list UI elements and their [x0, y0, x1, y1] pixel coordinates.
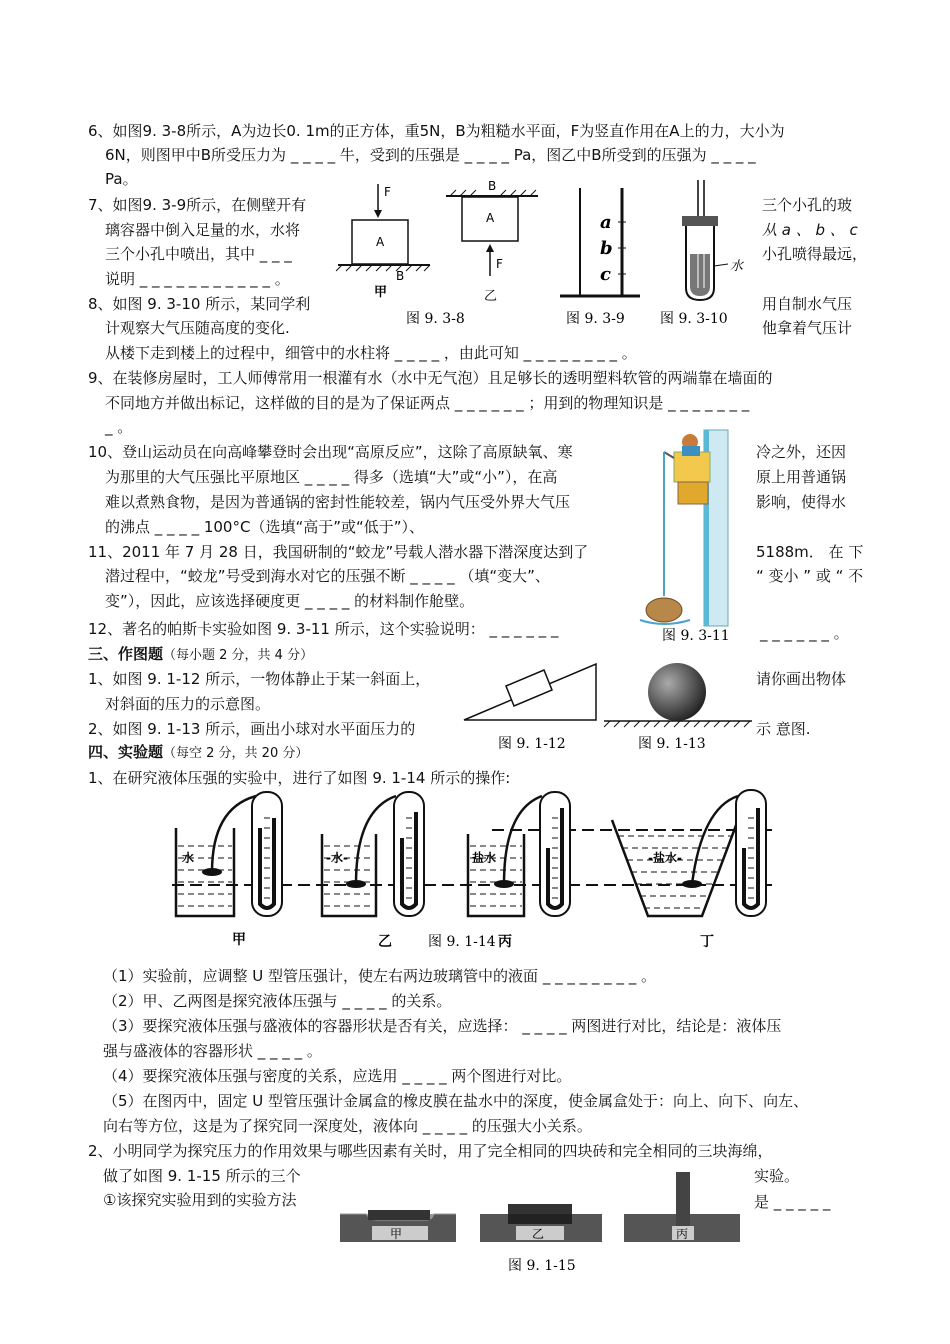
block-label-A: A: [376, 235, 385, 249]
figure-9-3-8-jia: [336, 184, 430, 300]
q12-line1-right: _ _ _ _ _ _ 。: [760, 624, 849, 642]
caption-9-1-14: 图 9. 1-14: [428, 934, 496, 950]
figure-9-1-14-liquid-pressure: [172, 788, 782, 953]
q11-line3: 变”），因此，应该选择硬度更 _ _ _ _ 的材料制作舱壁。: [105, 592, 475, 610]
exp2-line2: 做了如图 9. 1-15 所示的三个: [103, 1167, 301, 1185]
caption-9-3-11: 图 9. 3-11: [662, 628, 730, 644]
q7-line2: 璃容器中倒入足量的水，水将: [105, 221, 301, 239]
q11-line2: 潜过程中，“蛟龙”号受到海水对它的压强不断 _ _ _ _ （填“变大”、: [105, 567, 550, 585]
yi-water-label: -水-: [326, 851, 348, 865]
exp2-line3-right: 是 _ _ _ _ _: [754, 1193, 831, 1211]
q6-line1: 6、如图9. 3-8所示，A为边长0. 1m的正方体，重5N，B为粗糙水平面，F为竖直作用在A上的力，大小为: [88, 122, 785, 140]
caption-9-3-9: 图 9. 3-9: [566, 311, 625, 327]
draw1-line1-right: 请你画出物体: [756, 670, 847, 688]
setup-ding: [612, 790, 766, 950]
sponge-bing: [624, 1172, 740, 1242]
q10-line1-right: 冷之外，还因: [756, 443, 847, 461]
figure-9-3-8-yi: [446, 179, 538, 304]
label-ding: 丁: [700, 934, 714, 950]
draw1-line1: 1、如图 9. 1-12 所示，一物体静止于某一斜面上，: [88, 670, 431, 688]
q8-line1-right: 用自制水气压: [762, 295, 853, 313]
label-bing: 丙: [498, 934, 512, 950]
sponge-jia: [340, 1210, 456, 1242]
figure-9-1-15-sponge: [336, 1170, 746, 1280]
label-jia: 甲: [374, 285, 388, 300]
q9-line1: 9、在装修房屋时，工人师傅常用一根灌有水（水中无气泡）且足够长的透明塑料软管的两端靠在墙面的: [88, 369, 773, 387]
block-label-A-2: A: [486, 211, 495, 225]
q8-line1: 8、如图 9. 3-10 所示，某同学利: [88, 295, 311, 313]
force-label-F-2: F: [496, 257, 503, 271]
q10-line4: 的沸点 _ _ _ _ 100°C（选填“高于”或“低于”）、: [105, 518, 425, 536]
q7-line3: 三个小孔中喷出，其中 _ _ _: [105, 245, 292, 263]
exp1-q5-line1: （5）在图丙中，固定 U 型管压强计金属盒的橡皮膜在盐水中的深度，使金属盒处于：向上、向下、向左、: [103, 1092, 809, 1110]
ding-saltwater-label: -盐水-: [648, 851, 682, 865]
figure-9-1-13-ball: [604, 663, 752, 727]
label-yi: 乙: [484, 289, 498, 304]
exp1-q5-line2: 向右等方位，这是为了探究同一深度处，液体向 _ _ _ _ 的压强大小关系。: [103, 1117, 592, 1135]
hole-a: a: [600, 212, 612, 233]
bing-saltwater-label: 盐水: [472, 851, 497, 865]
ceiling-label-B: B: [488, 179, 497, 193]
q11-line1-right: 5188m． 在 下: [756, 543, 864, 561]
section-4-heading: [88, 740, 308, 766]
q10-line3-right: 影响，使得水: [756, 493, 847, 511]
caption-9-1-13: 图 9. 1-13: [638, 736, 706, 752]
setup-yi: [322, 792, 424, 950]
setup-jia: [176, 792, 282, 948]
water-label: 水: [730, 259, 744, 274]
section-4-note: （每空 2 分，共 20 分）: [163, 746, 309, 761]
label-jia-2: 甲: [232, 932, 246, 948]
caption-9-1-12: 图 9. 1-12: [498, 736, 566, 752]
draw2-line1-right: 示 意图.: [756, 720, 811, 738]
exp2-line1: 2、小明同学为探究压力的作用效果与哪些因素有关时，用了完全相同的四块砖和完全相同的三块海绵，: [88, 1142, 773, 1160]
caption-9-3-8: 图 9. 3-8: [406, 311, 465, 327]
figure-9-3-9-container: [560, 188, 640, 296]
q10-line2: 为那里的大气压强比平原地区 _ _ _ _ 得多（选填“大”或“小”），在高: [105, 468, 558, 486]
exp1-q3-line1: （3）要探究液体压强与盛液体的容器形状是否有关，应选择： _ _ _ _ 两图进行对比，结论是：液体压: [103, 1017, 782, 1035]
sponge-bing-label: 丙: [676, 1227, 689, 1241]
section-4-title: 四、实验题: [88, 743, 164, 761]
label-yi-2: 乙: [378, 934, 392, 950]
hole-b: b: [600, 238, 613, 259]
exp1-q4: （4）要探究液体压强与密度的关系，应选用 _ _ _ _ 两个图进行对比。: [103, 1067, 572, 1085]
q6-line2: 6N，则图甲中B所受压力为 _ _ _ _ 牛，受到的压强是 _ _ _ _ Pa，图乙中B所受到的压强为 _ _ _ _: [105, 146, 756, 164]
sponge-yi-label: 乙: [532, 1227, 545, 1241]
q7-line3-right: 小孔喷得最远，: [762, 245, 868, 263]
jia-water-label: 水: [182, 851, 195, 865]
q8-line2: 计观察大气压随高度的变化.: [105, 319, 290, 337]
exp1-q2: （2）甲、乙两图是探究液体压强与 _ _ _ _ 的关系。: [103, 992, 452, 1010]
exp1-q3-line2: 强与盛液体的容器形状 _ _ _ _ 。: [103, 1042, 322, 1060]
q7-line1-right: 三个小孔的玻: [762, 196, 853, 214]
figure-row-9-1-12-13: [460, 658, 750, 758]
exp2-line3: ①该探究实验用到的实验方法: [103, 1191, 297, 1209]
setup-bing: [468, 792, 570, 950]
surface-label-B: B: [396, 269, 405, 283]
sponge-jia-label: 甲: [390, 1227, 403, 1241]
q10-line2-right: 原上用普通锅: [756, 468, 847, 486]
figure-9-3-11-pascal-barrel: [630, 428, 750, 650]
figure-9-1-12-incline: [464, 664, 596, 720]
draw1-line2: 对斜面的压力的示意图。: [105, 695, 271, 713]
section-3-note: （每小题 2 分，共 4 分）: [163, 648, 314, 663]
q11-line1: 11、2011 年 7 月 28 日，我国研制的“蛟龙”号载人潜水器下潜深度达到了: [88, 543, 589, 561]
draw2-line1: 2、如图 9. 1-13 所示，画出小球对水平面压力的: [88, 720, 416, 738]
q8-line2-right: 他拿着气压计: [762, 319, 853, 337]
q10-line3: 难以煮熟食物，是因为普通锅的密封性能较差，锅内气压受外界大气压: [105, 493, 571, 511]
caption-9-1-15: 图 9. 1-15: [508, 1258, 576, 1274]
figure-9-3-10-barometer: [682, 180, 745, 300]
q8-line3: 从楼下走到楼上的过程中，细管中的水柱将 _ _ _ _ ，由此可知 _ _ _ _ _ _ _ _ 。: [105, 344, 637, 362]
force-label-F: F: [384, 185, 391, 199]
sponge-yi: [480, 1204, 602, 1242]
exp1-intro: 1、在研究液体压强的实验中，进行了如图 9. 1-14 所示的操作:: [88, 769, 511, 787]
q10-line1: 10、登山运动员在向高峰攀登时会出现“高原反应”，这除了高原缺氧、寒: [88, 443, 573, 461]
q11-line2-right: “ 变小 ” 或 “ 不: [756, 567, 864, 585]
caption-9-3-10: 图 9. 3-10: [660, 311, 728, 327]
figure-row-9-3-8-to-10: [334, 176, 754, 326]
q7-line2-right: 从 a 、 b 、 c: [762, 221, 858, 239]
q9-line2: 不同地方并做出标记，这样做的目的是为了保证两点 _ _ _ _ _ _ ；用到的物理知识是 _ _ _ _ _ _ _: [105, 394, 750, 412]
exp2-line2-right: 实验。: [754, 1167, 800, 1185]
q6-line3: Pa。: [105, 170, 138, 188]
section-3-heading: [88, 642, 313, 668]
q7-line1: 7、如图9. 3-9所示，在侧壁开有: [88, 196, 307, 214]
hole-c: c: [600, 264, 611, 285]
q12-line1: 12、著名的帕斯卡实验如图 9. 3-11 所示，这个实验说明： _ _ _ _ _ _: [88, 620, 559, 638]
exp1-q1: （1）实验前，应调整 U 型管压强计，使左右两边玻璃管中的液面 _ _ _ _ _ _ _ _ 。: [103, 967, 656, 985]
q7-line4: 说明 _ _ _ _ _ _ _ _ _ _ _ 。: [105, 270, 290, 288]
q9-line3: _ 。: [105, 418, 133, 436]
section-3-title: 三、作图题: [88, 645, 164, 663]
